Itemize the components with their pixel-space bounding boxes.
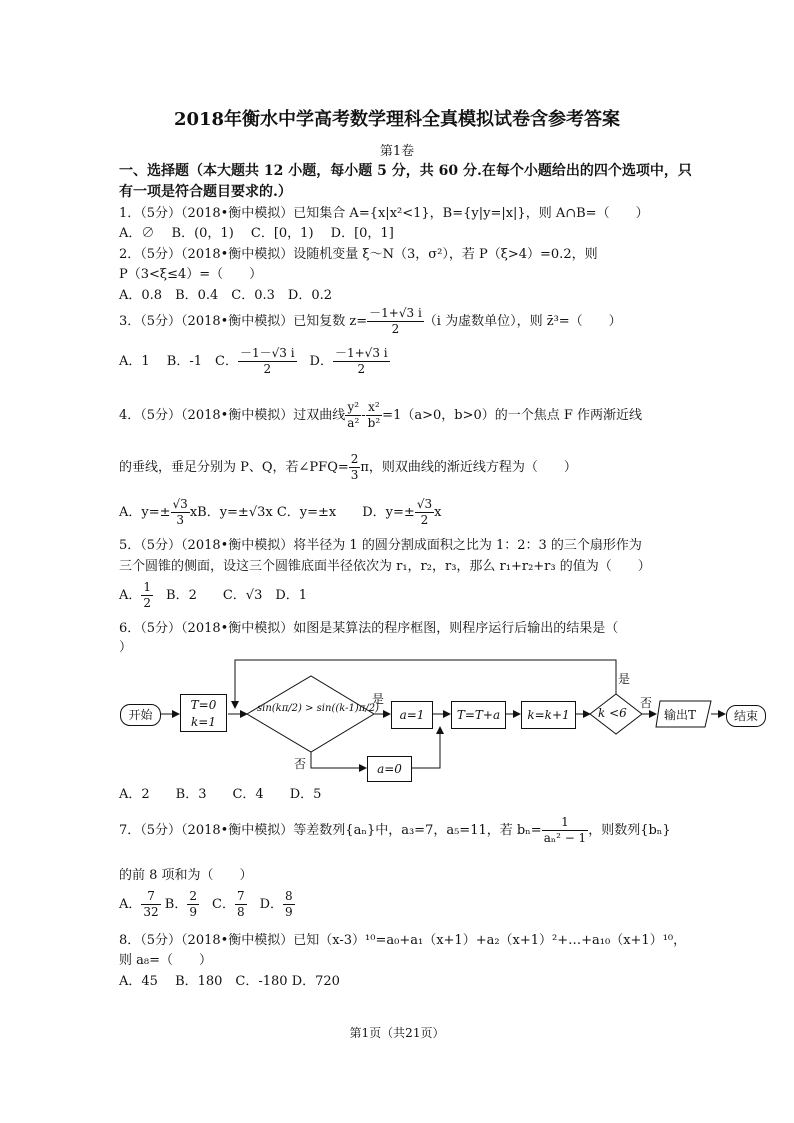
flowchart-output: 输出T bbox=[664, 708, 697, 722]
question-2-stem-line2: P（3<ξ≤4）=（ ） bbox=[119, 267, 263, 282]
q4-a-numerator: √3 bbox=[172, 497, 188, 511]
q7-a-numerator: 7 bbox=[141, 889, 160, 905]
flowchart-condition: sin(kπ/2) > sin((k-1)π/2) bbox=[257, 703, 379, 714]
q7-option-a-fraction bbox=[141, 889, 160, 920]
q3-c-numerator: －1－√3 i bbox=[239, 346, 295, 360]
q4-f1-denominator: a² bbox=[347, 416, 360, 430]
flowchart-init-t: T=0 bbox=[190, 698, 217, 712]
flowchart-t-update: T=T+a bbox=[451, 701, 506, 729]
question-6-stem-line1: 6．（5分）（2018•衡中模拟）如图是某算法的程序框图，则程序运行后输出的结果是（ bbox=[119, 621, 619, 636]
question-6-options: A．2 B．3 C．4 D．5 bbox=[119, 787, 322, 802]
question-8-stem-line2: 则 a₈=（ ） bbox=[119, 953, 212, 968]
question-5-stem-line2: 三个圆锥的侧面，设这三个圆锥底面半径依次为 r₁，r₂，r₃，那么 r₁+r₂+r₃ 的值为（ ） bbox=[119, 559, 651, 574]
q4-minus: - bbox=[361, 408, 366, 423]
q4-a-denominator: 3 bbox=[176, 513, 184, 527]
question-2-options: A．0.8 B．0.4 C．0.3 D．0.2 bbox=[119, 288, 333, 303]
q4-stem-pre: 4．（5分）（2018•衡中模拟）过双曲线 bbox=[119, 408, 346, 423]
q7-stem-post: ，则数列{bₙ} bbox=[588, 823, 671, 838]
page-footer: 第1页（共21页） bbox=[349, 1026, 445, 1040]
q7-c-label: C． bbox=[199, 897, 235, 912]
flowchart-loop-condition: k <6 bbox=[598, 706, 627, 720]
q4-angle-numerator: 2 bbox=[350, 452, 359, 466]
flowchart-cond-yes: 是 bbox=[372, 692, 385, 706]
flowchart-k-update: k=k+1 bbox=[521, 701, 576, 729]
q7-option-d-fraction bbox=[283, 889, 295, 920]
q4-stem2-pre: 的垂线，垂足分别为 P、Q，若∠PFQ= bbox=[119, 460, 349, 475]
q4-option-a-pre: A．y=± bbox=[119, 505, 171, 520]
question-7-stem-line2: 的前 8 项和为（ ） bbox=[119, 868, 253, 883]
q7-d-numerator: 8 bbox=[285, 889, 293, 903]
q3-option-ab: A．1 B．-1 C． bbox=[119, 354, 238, 369]
flowchart-init-box bbox=[180, 694, 227, 732]
q5-a-denominator: 2 bbox=[143, 596, 152, 610]
section-heading-line2: 有一项是符合题目要求的.） bbox=[119, 184, 292, 200]
q4-option-end: x bbox=[434, 505, 442, 520]
question-8-options: A．45 B．180 C．-180 D．720 bbox=[119, 974, 340, 989]
flowchart-loop-yes: 是 bbox=[618, 672, 631, 686]
q7-bb-numerator: 2 bbox=[189, 889, 197, 903]
q7-option-b-fraction bbox=[187, 889, 199, 920]
q5-a-numerator: 1 bbox=[143, 580, 152, 594]
q5-option-rest: B．2 C．√3 D．1 bbox=[153, 588, 308, 603]
question-7-options bbox=[119, 889, 295, 920]
q7-d-label: D． bbox=[246, 897, 284, 912]
question-2-stem-line1: 2．（5分）（2018•衡中模拟）设随机变量 ξ～N（3，σ²），若 P（ξ>4）=0.2，则 bbox=[119, 247, 598, 262]
flowchart-a-equals-1: a=1 bbox=[391, 701, 433, 729]
flowchart-end: 结束 bbox=[726, 705, 766, 727]
document-title: 2018年衡水中学高考数学理科全真模拟试卷含参考答案 bbox=[173, 109, 621, 130]
q7-d-denominator: 9 bbox=[285, 905, 293, 919]
q3-z-numerator: －1+√3 i bbox=[369, 306, 422, 320]
question-8-stem-line1: 8．（5分）（2018•衡中模拟）已知（x-3）¹⁰=a₀+a₁（x+1）+a₂（x+1）²+…+a₁₀（x+1）¹⁰， bbox=[119, 933, 687, 948]
q4-f2-denominator: b² bbox=[367, 416, 381, 430]
q7-b-numerator: 1 bbox=[542, 815, 588, 831]
q4-stem2-post: π，则双曲线的渐近线方程为（ ） bbox=[360, 460, 577, 475]
q7-b-denominator: aₙ² − 1 bbox=[543, 831, 587, 845]
q3-d-denominator: 2 bbox=[357, 362, 366, 376]
flowchart-cond-no: 否 bbox=[294, 757, 307, 771]
q7-b-label: B． bbox=[160, 897, 188, 912]
q7-stem-pre: 7．（5分）（2018•衡中模拟）等差数列{aₙ}中，a₃=7，a₅=11，若 bₙ= bbox=[119, 823, 542, 838]
q3-z-denominator: 2 bbox=[391, 322, 400, 336]
q4-d-numerator: √3 bbox=[416, 497, 433, 511]
flowchart-init-k: k=1 bbox=[191, 715, 216, 729]
flowchart-loop-no: 否 bbox=[640, 696, 653, 710]
q3-option-d-label: D． bbox=[296, 354, 333, 369]
q5-option-a-label: A． bbox=[119, 588, 142, 603]
q7-c-numerator: 7 bbox=[236, 889, 245, 903]
flowchart-start: 开始 bbox=[120, 704, 161, 726]
q3-c-denominator: 2 bbox=[263, 362, 272, 376]
q3-stem-pre: 3．（5分）（2018•衡中模拟）已知复数 z= bbox=[119, 314, 368, 329]
question-1-stem: 1．（5分）（2018•衡中模拟）已知集合 A={x|x²<1}，B={y|y=|x|}，则 A∩B=（ ） bbox=[119, 206, 649, 221]
flowchart-a-equals-0: a=0 bbox=[367, 756, 412, 782]
q7-a-label: A． bbox=[119, 897, 142, 912]
q4-stem-post: =1（a>0，b>0）的一个焦点 F 作两渐近线 bbox=[382, 408, 643, 423]
q7-bb-denominator: 9 bbox=[189, 905, 197, 919]
question-5-stem-line1: 5．（5分）（2018•衡中模拟）将半径为 1 的圆分割成面积之比为 1：2：3 的三个扇形作为 bbox=[119, 538, 642, 553]
q4-f2-numerator: x² bbox=[366, 400, 383, 416]
question-1-options: A．∅ B．(0，1) C．[0，1) D．[0，1] bbox=[119, 226, 394, 241]
section-heading-line1: 一、选择题（本大题共 12 小题，每小题 5 分，共 60 分.在每个小题给出的四个选项中，只 bbox=[119, 163, 692, 179]
question-6-stem-line2: ） bbox=[119, 640, 133, 655]
q7-option-c-fraction bbox=[235, 889, 247, 920]
q7-a-denominator: 32 bbox=[143, 905, 159, 919]
q4-d-denominator: 2 bbox=[420, 513, 429, 527]
q7-c-denominator: 8 bbox=[236, 905, 245, 919]
q4-f1-numerator: y² bbox=[345, 400, 361, 416]
question-7-stem-line1 bbox=[119, 815, 671, 846]
q3-stem-post: （i 为虚数单位），则 z̄³=（ ） bbox=[423, 314, 622, 329]
q4-option-mid: xB．y=±√3x C．y=±x D．y=± bbox=[189, 505, 415, 520]
volume-label: 第1卷 bbox=[379, 144, 415, 159]
q4-angle-denominator: 3 bbox=[350, 468, 359, 482]
q7-b-fraction bbox=[542, 815, 588, 846]
q3-d-numerator: －1+√3 i bbox=[334, 346, 388, 360]
